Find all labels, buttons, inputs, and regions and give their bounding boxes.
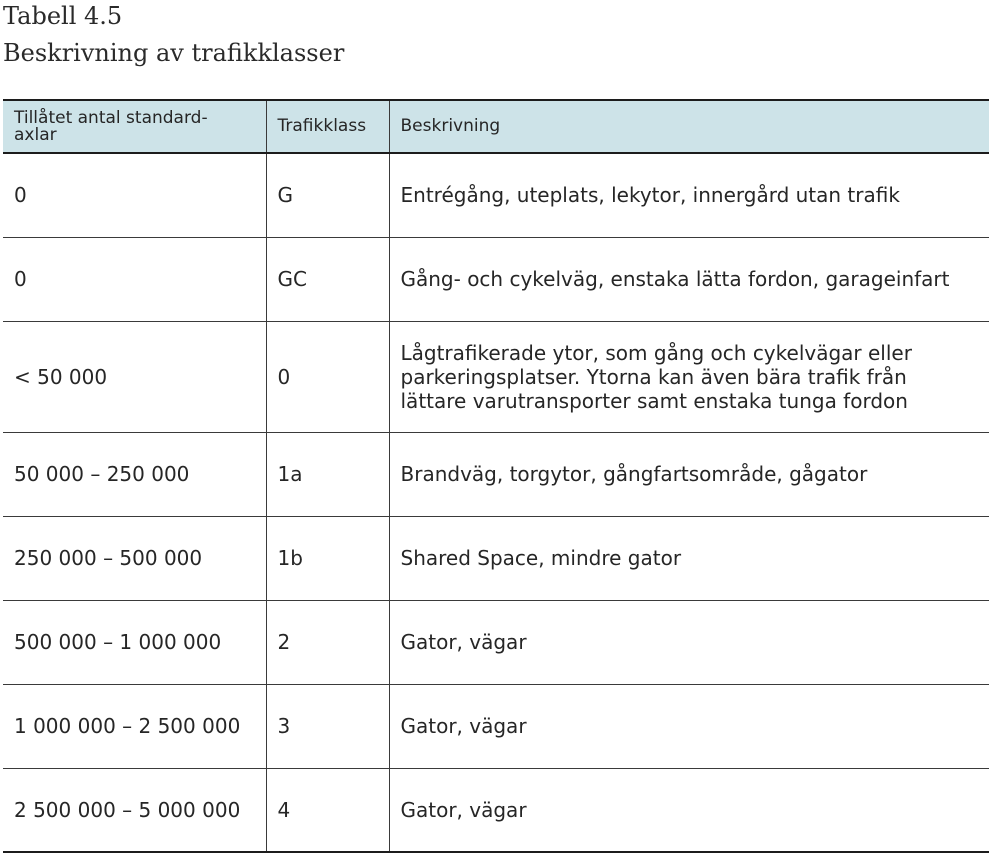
table-row: [3, 768, 989, 852]
cell-allowed-axles: 1 000 000 – 2 500 000: [3, 684, 266, 768]
cell-description: Gator, vägar: [389, 768, 989, 852]
header-allowed-axles: Tillåtet antal standard- axlar: [3, 100, 266, 153]
cell-traffic-class: 1b: [266, 516, 389, 600]
cell-traffic-class: 4: [266, 768, 389, 852]
cell-allowed-axles: < 50 000: [3, 321, 266, 432]
cell-traffic-class: G: [266, 153, 389, 237]
cell-traffic-class: GC: [266, 237, 389, 321]
cell-description: Lågtrafikerade ytor, som gång och cykelvägar eller parkeringsplatser. Ytorna kan även bära trafik från lättare varutransporter samt enstaka tunga fordon: [389, 321, 989, 432]
table-row: [3, 516, 989, 600]
cell-description: Shared Space, mindre gator: [389, 516, 989, 600]
table-row: [3, 600, 989, 684]
cell-traffic-class: 0: [266, 321, 389, 432]
table-row: [3, 237, 989, 321]
traffic-class-table: [3, 99, 989, 853]
cell-allowed-axles: 0: [3, 153, 266, 237]
table-row: [3, 321, 989, 432]
cell-description: Gator, vägar: [389, 600, 989, 684]
cell-allowed-axles: 500 000 – 1 000 000: [3, 600, 266, 684]
table-row: [3, 432, 989, 516]
table-header-row: [3, 100, 989, 153]
cell-description: Brandväg, torgytor, gångfartsområde, gågator: [389, 432, 989, 516]
header-traffic-class: Trafikklass: [266, 100, 389, 153]
table-row: [3, 153, 989, 237]
cell-description: Gång- och cykelväg, enstaka lätta fordon, garageinfart: [389, 237, 989, 321]
table-title: Beskrivning av trafikklasser: [3, 39, 345, 67]
cell-allowed-axles: 0: [3, 237, 266, 321]
cell-allowed-axles: 50 000 – 250 000: [3, 432, 266, 516]
cell-description: Gator, vägar: [389, 684, 989, 768]
header-description: Beskrivning: [389, 100, 989, 153]
cell-traffic-class: 3: [266, 684, 389, 768]
table-row: [3, 684, 989, 768]
cell-traffic-class: 2: [266, 600, 389, 684]
cell-traffic-class: 1a: [266, 432, 389, 516]
cell-allowed-axles: 2 500 000 – 5 000 000: [3, 768, 266, 852]
cell-allowed-axles: 250 000 – 500 000: [3, 516, 266, 600]
table-number: Tabell 4.5: [3, 2, 123, 30]
cell-description: Entrégång, uteplats, lekytor, innergård utan trafik: [389, 153, 989, 237]
